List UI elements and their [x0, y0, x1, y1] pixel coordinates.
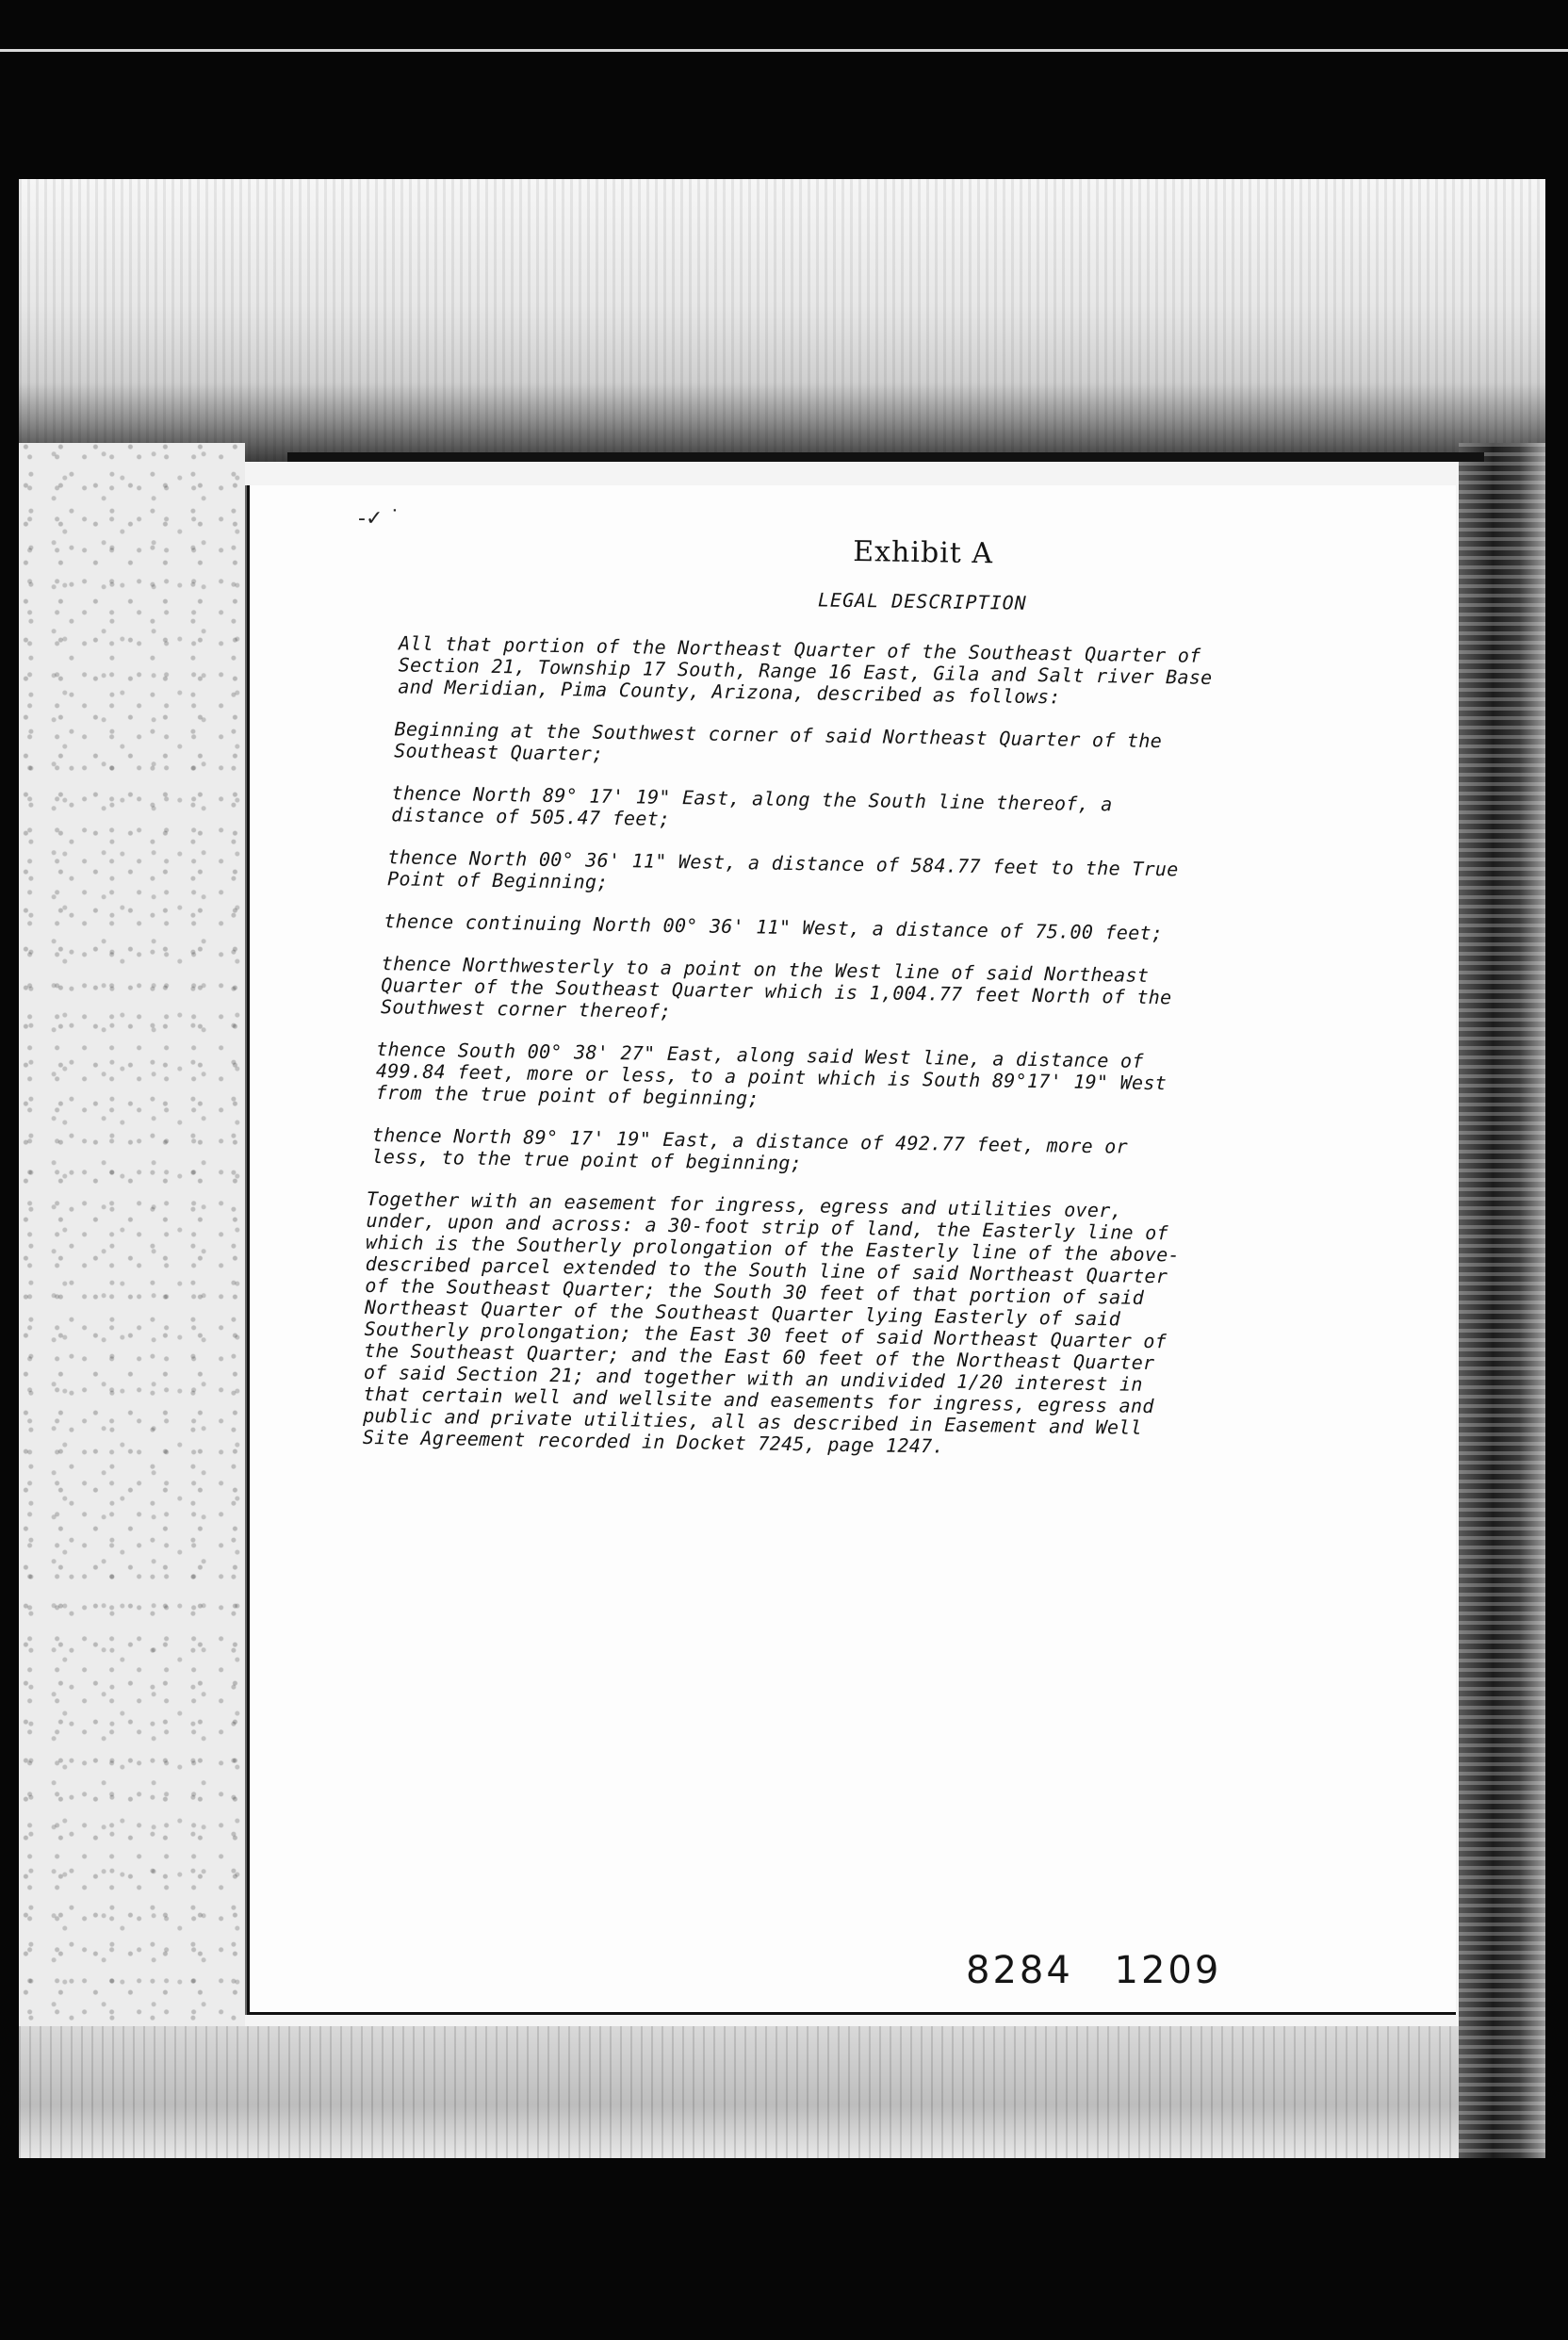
corner-mark: -✓ ˙	[358, 507, 400, 531]
paragraph-course-1: thence North 89° 17' 19" East, along the South line thereof, a distance of 505.47 feet;	[391, 781, 1113, 830]
document-subtitle: LEGAL DESCRIPTION	[817, 588, 1027, 614]
docket-page-stamp: 8284 1209	[966, 1949, 1222, 1992]
paragraph-beginning: Beginning at the Southwest corner of said Northeast Quarter of the Southeast Quarter;	[394, 717, 1163, 765]
scan-right-edge	[1459, 443, 1545, 2158]
paragraph-course-4: thence Northwesterly to a point on the West line of said Northeast Quarter of the Southeast Quarter which is 1,004.77 feet North of the Southwest corner thereof;	[380, 952, 1172, 1023]
paragraph-easement: Together with an easement for ingress, egress and utilities over, under, upon and across: a 30-foot strip of land, the Easterly line of which is the Southerly prolongation of the Easterly line of the above- described parcel extended to the South line of said Northeast Quarter of the Southeast Quarter; the South 30 feet of that portion of said Northeast Quarter of the Southeast Quarter lying Easterly of said Southerly prolongation; the East 30 feet of said Northeast Quarter of the Southeast Quarter; and the East 60 feet of the Northeast Quarter of said Section 21; and together with an undivided 1/20 interest in that certain well and wellsite and easements for ingress, egress and public and private utilities, all as described in Easement and Well Site Agreement recorded in Docket 7245, page 1247.	[362, 1186, 1181, 1458]
scan-left-margin	[19, 443, 245, 2120]
inner-page-top-edge	[287, 452, 1484, 462]
paragraph-course-5: thence South 00° 38' 27" East, along said West line, a distance of 499.84 feet, more or less, to a point which is South 89°17' 19" West from the true point of beginning;	[375, 1038, 1168, 1110]
paragraph-course-6: thence North 89° 17' 19" East, a distance of 492.77 feet, more or less, to the true point of beginning;	[371, 1123, 1129, 1175]
paragraph-course-3: thence continuing North 00° 36' 11" West, a distance of 75.00 feet;	[384, 909, 1164, 945]
document-title: Exhibit A	[852, 534, 994, 571]
scan-top-strip	[19, 179, 1545, 462]
scan-top-rule	[0, 49, 1568, 52]
scan-bottom-strip	[19, 2026, 1545, 2158]
legal-description-document	[362, 528, 1413, 1485]
paragraph-parcel: All that portion of the Northeast Quarter of the Southeast Quarter of Section 21, Township 17 South, Range 16 East, Gila and Salt river Base and Meridian, Pima County, Arizona, described as follows:	[398, 631, 1213, 709]
paragraph-course-2: thence North 00° 36' 11" West, a distance of 584.77 feet to the True Point of Beginning;	[386, 845, 1179, 893]
